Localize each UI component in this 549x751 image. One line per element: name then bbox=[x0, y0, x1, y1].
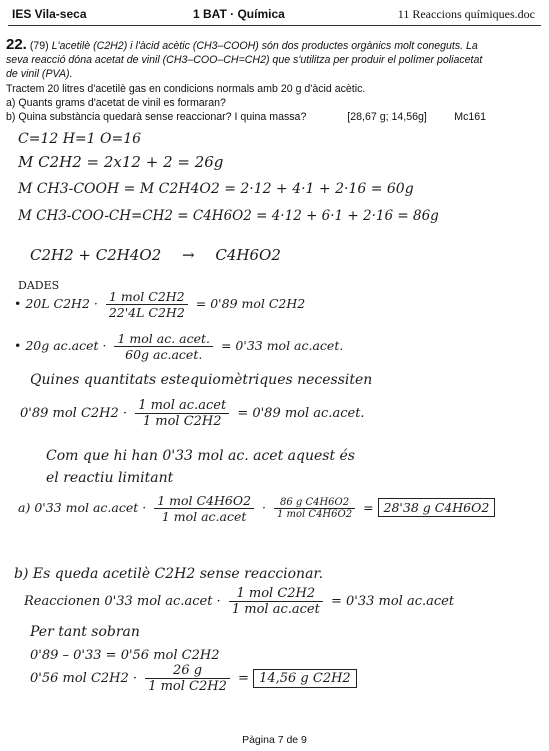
stoich-lhs: 0'89 mol C2H2 · bbox=[20, 406, 128, 421]
stoich-fraction: 1 mol ac.acet 1 mol C2H2 bbox=[135, 398, 229, 429]
data2-lhs: • 20g ac.acet · bbox=[14, 338, 107, 353]
answer-a-label: a) bbox=[18, 500, 31, 515]
answer-a-fraction-2: 86 g C4H6O2 1 mol C4H6O2 bbox=[274, 497, 355, 520]
page-footer: Pàgina 7 de 9 bbox=[242, 734, 307, 746]
answers: [28,67 g; 14,56g] bbox=[347, 111, 427, 124]
reaction-products: C4H6O2 bbox=[215, 246, 281, 264]
answer-a-result: 28'38 g C4H6O2 bbox=[378, 498, 496, 517]
answer-a-lhs: 0'33 mol ac.acet · bbox=[34, 500, 147, 515]
answer-a-fraction-1: 1 mol C4H6O2 1 mol ac.acet bbox=[154, 493, 254, 524]
remaining-subtraction: 0'89 – 0'33 = 0'56 mol C2H2 bbox=[30, 648, 220, 663]
remaining-mass-result: 14,56 g C2H2 bbox=[253, 669, 357, 688]
answer-b-react bbox=[24, 586, 454, 617]
answer-b-react-lhs: Reaccionen 0'33 mol ac.acet · bbox=[24, 594, 221, 609]
answer-a-line: a) 0'33 mol ac.acet · 1 mol C4H6O2 1 mol ac.acet · 86 g C4H6O2 1 mol C4H6O2 = 28'38 g C4H6O2 bbox=[18, 493, 495, 524]
data2-result: = 0'33 mol ac.acet. bbox=[220, 338, 344, 353]
reaction-reactants: C2H2 + C2H4O2 bbox=[30, 246, 162, 264]
conclusion-line-2: el reactiu limitant bbox=[46, 470, 174, 486]
remaining-mass-fraction: 26 g 1 mol C2H2 bbox=[145, 663, 230, 694]
conclusion-line-1: Com que hi han 0'33 mol ac. acet aquest és bbox=[46, 448, 355, 464]
stoich-result: = 0'89 mol ac.acet. bbox=[237, 406, 365, 421]
data2-fraction: 1 mol ac. acet. 60g ac.acet. bbox=[114, 331, 213, 362]
problem-code: Mc161 bbox=[454, 111, 487, 124]
reaction-equation bbox=[30, 246, 281, 264]
question-a: a) Quants grams d'acetat de vinil es formaran? bbox=[6, 96, 226, 109]
course-title: 1 BAT · Química bbox=[193, 7, 285, 21]
remaining-mass-lhs: 0'56 mol C2H2 · bbox=[30, 671, 138, 686]
reaction-arrow: → bbox=[182, 246, 195, 264]
data1-fraction: 1 mol C2H2 22'4L C2H2 bbox=[106, 289, 188, 320]
remaining-mass-line: 0'56 mol C2H2 · 26 g 1 mol C2H2 = 14,56 g C2H2 bbox=[30, 663, 357, 694]
statement-line-4: Tractem 20 litres d'acetilè gas en condicions normals amb 20 g d'àcid acètic. bbox=[6, 82, 366, 95]
statement-line-2: seva reacció dóna acetat de vinil (CH3–COO–CH=CH2) que s'utilitza per produir el polímer poliacetat bbox=[6, 54, 483, 67]
document-name: 11 Reaccions químiques.doc bbox=[397, 7, 535, 21]
problem-number: 22. bbox=[6, 36, 27, 53]
problem-ref: (79) bbox=[29, 40, 49, 52]
data-line-acetylene bbox=[14, 289, 305, 320]
answer-b-line bbox=[14, 566, 323, 582]
school-name: IES Vila-seca bbox=[12, 7, 87, 21]
dades-heading: DADES bbox=[18, 279, 60, 292]
molar-mass-c2h2: M C2H2 = 2x12 + 2 = 26g bbox=[18, 153, 224, 171]
stoich-heading: Quines quantitats estequiomètriques necessiten bbox=[30, 372, 373, 388]
statement-line-3: de vinil (PVA). bbox=[6, 68, 73, 81]
answer-b-statement: Es queda acetilè C2H2 sense reaccionar. bbox=[32, 566, 324, 582]
atomic-masses: C=12 H=1 O=16 bbox=[18, 131, 142, 147]
answer-b-label: b) bbox=[14, 566, 29, 582]
data1-result: = 0'89 mol C2H2 bbox=[195, 296, 306, 311]
molar-mass-vinyl-acetate: M CH3-COO-CH=CH2 = C4H6O2 = 4·12 + 6·1 + 2·16 = 86g bbox=[18, 208, 439, 224]
answer-b-react-result: = 0'33 mol ac.acet bbox=[330, 594, 455, 609]
data1-lhs: • 20L C2H2 · bbox=[14, 296, 98, 311]
molar-mass-acetic: M CH3-COOH = M C2H4O2 = 2·12 + 4·1 + 2·16 = 60g bbox=[18, 181, 414, 197]
question-b: b) Quina substància quedarà sense reaccionar? I quina massa? bbox=[6, 111, 307, 124]
remaining-heading: Per tant sobran bbox=[30, 624, 140, 640]
stoich-line bbox=[20, 398, 365, 429]
statement-line-1: L'acetilè (C2H2) i l'àcid acètic (CH3–COOH) són dos productes orgànics molt coneguts. La bbox=[51, 40, 478, 52]
problem-statement bbox=[6, 38, 541, 124]
answer-b-fraction: 1 mol C2H2 1 mol ac.acet bbox=[229, 586, 323, 617]
data-line-acetic bbox=[14, 331, 343, 362]
header-divider bbox=[8, 25, 541, 26]
